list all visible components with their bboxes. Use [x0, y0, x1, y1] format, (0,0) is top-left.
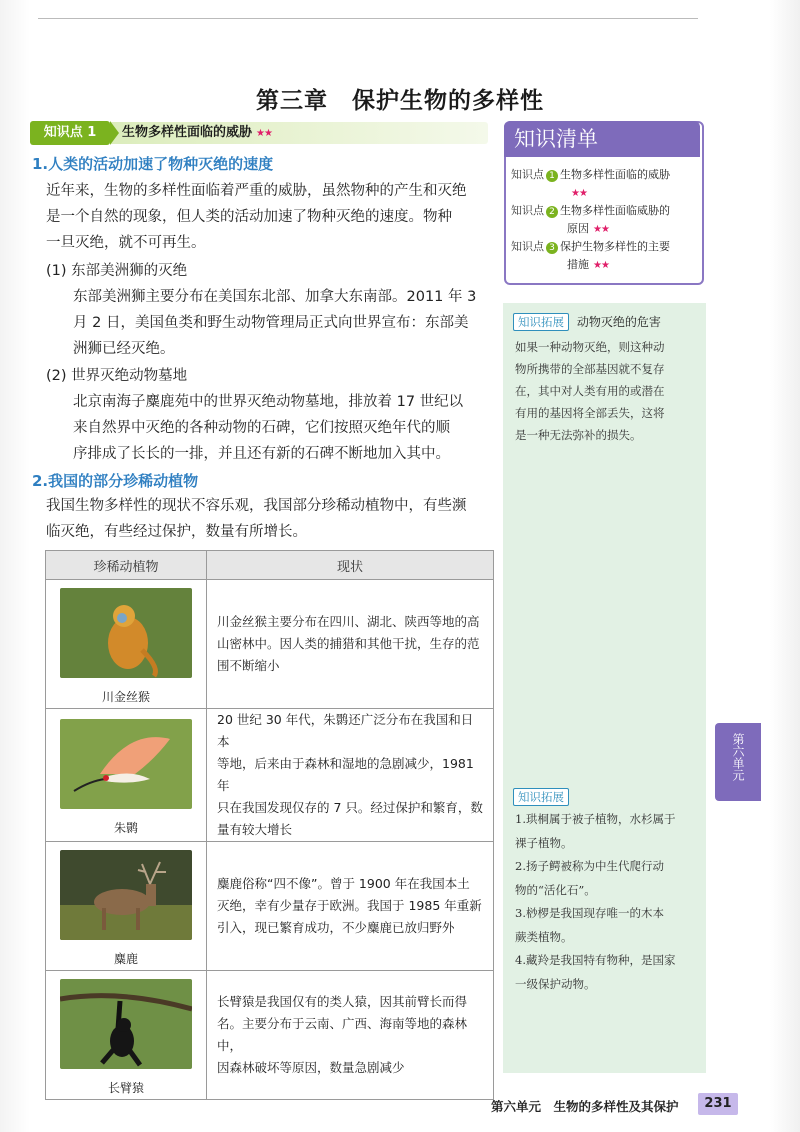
species-status	[207, 971, 494, 1100]
text-line: 在，其中对人类有用的或潜在	[515, 384, 665, 398]
species-name: 朱鹮	[113, 820, 138, 835]
species-name: 川金丝猴	[101, 689, 150, 704]
knowledge-list-title: 知识清单	[504, 121, 700, 157]
difficulty-stars-icon: ★★	[593, 260, 609, 271]
text-line: 裸子植物。	[515, 835, 573, 850]
golden-monkey-photo	[60, 588, 192, 678]
table-header-row	[46, 551, 494, 580]
knowledge-list-item	[511, 166, 670, 203]
table-header-species: 珍稀动植物	[46, 551, 207, 580]
text-line: 蕨类植物。	[515, 929, 573, 944]
table-row	[46, 971, 494, 1100]
text-line: 围不断缩小	[217, 658, 280, 673]
text-line: 川金丝猴主要分布在四川、湖北、陕西等地的高	[217, 614, 480, 629]
section1-heading: 1.人类的活动加速了物种灭绝的速度	[32, 155, 274, 173]
text-line: 灭绝，幸有少量存于欧洲。我国于 1985 年重新	[217, 898, 482, 913]
text-line: 1.珙桐属于被子植物，水杉属于	[515, 812, 676, 826]
item-prefix: 知识点	[511, 168, 544, 181]
species-name: 麋鹿	[113, 951, 138, 966]
section2-heading: 2.我国的部分珍稀动植物	[32, 472, 199, 490]
section2-intro	[46, 493, 467, 545]
subsection1-text	[73, 284, 476, 362]
subsection2-title: (2) 世界灭绝动物墓地	[46, 368, 188, 384]
item-prefix: 知识点	[511, 204, 544, 217]
item-prefix: 知识点	[511, 240, 544, 253]
text-line: 洲狮已经灭绝。	[73, 341, 175, 357]
species-image-cell	[46, 971, 207, 1100]
item-text-line2: 原因	[567, 222, 589, 235]
item-text-line2: 措施	[567, 258, 589, 271]
extension1-text	[515, 336, 665, 446]
item-text: 生物多样性面临的威胁	[560, 168, 670, 181]
table-row	[46, 842, 494, 971]
number-badge-icon: 2	[546, 206, 558, 218]
chapter-title: 第三章 保护生物的多样性	[256, 88, 544, 114]
knowledge-point-title-text: 生物多样性面临的威胁	[122, 125, 253, 140]
text-line: 长臂猿是我国仅有的类人猿，因其前臂长而得	[217, 994, 468, 1009]
number-badge-icon: 1	[546, 170, 558, 182]
species-image-cell	[46, 580, 207, 709]
species-image-cell	[46, 842, 207, 971]
text-line: 等地，后来由于森林和湿地的急剧减少，1981 年	[217, 756, 474, 793]
species-name: 长臂猿	[107, 1080, 144, 1095]
table-header-status: 现状	[207, 551, 494, 580]
page-footer: 第六单元 生物的多样性及其保护	[491, 1099, 679, 1114]
extension2-header	[513, 786, 569, 806]
text-line: 一旦灭绝，就不可再生。	[46, 235, 206, 251]
subsection2-text	[73, 389, 463, 467]
text-line: 只在我国发现仅存的 7 只。经过保护和繁育，数	[217, 800, 483, 815]
text-line: 临灭绝，有些经过保护，数量有所增长。	[46, 524, 307, 540]
text-line: 有用的基因将全部丢失，这将	[515, 406, 665, 420]
text-line: 物的“活化石”。	[515, 882, 596, 897]
knowledge-point-title	[122, 123, 272, 144]
gibbon-photo	[60, 979, 192, 1069]
text-line: 我国生物多样性的现状不容乐观，我国部分珍稀动植物中，有些濒	[46, 498, 467, 514]
text-line: 2.扬子鳄被称为中生代爬行动	[515, 859, 664, 873]
species-status	[207, 709, 494, 842]
text-line: 山密林中。因人类的捕猎和其他干扰，生存的范	[217, 636, 480, 651]
difficulty-stars-icon: ★★	[571, 188, 587, 199]
species-image-cell	[46, 709, 207, 842]
difficulty-stars-icon: ★★	[256, 128, 272, 139]
species-status	[207, 842, 494, 971]
text-line: 引入，现已繁育成功，不少麋鹿已放归野外	[217, 920, 455, 935]
text-line: 一级保护动物。	[515, 976, 596, 991]
knowledge-point-tag: 知识点 1	[30, 121, 110, 145]
text-line: 4.藏羚是我国特有物种，是国家	[515, 953, 676, 967]
unit-side-tab-label: 第六单元	[731, 733, 745, 781]
text-line: 量有较大增长	[217, 822, 293, 837]
species-status	[207, 580, 494, 709]
knowledge-list-item	[511, 238, 670, 275]
item-text: 保护生物多样性的主要	[560, 240, 670, 253]
text-line: 因森林破坏等原因，数量急剧减少	[217, 1060, 405, 1075]
text-line: 20 世纪 30 年代，朱鹮还广泛分布在我国和日本	[217, 712, 474, 749]
knowledge-list-item	[511, 202, 670, 239]
extension1-header	[513, 313, 661, 331]
text-line: 序排成了长长的一排，并且还有新的石碑不断地加入其中。	[73, 446, 450, 462]
text-line: 是一个自然的现象，但人类的活动加速了物种灭绝的速度。物种	[46, 209, 452, 225]
extension2-text	[515, 808, 675, 996]
rare-species-table	[45, 550, 494, 1100]
unit-side-tab	[715, 723, 761, 801]
section1-intro	[46, 178, 467, 256]
table-row	[46, 580, 494, 709]
subsection1-title: (1) 东部美洲狮的灭绝	[46, 263, 188, 279]
text-line: 近年来，生物的多样性面临着严重的威胁，虽然物种的产生和灭绝	[46, 183, 467, 199]
page-number: 231	[698, 1093, 738, 1115]
text-line: 东部美洲狮主要分布在美国东北部、加拿大东南部。2011 年 3	[73, 289, 477, 305]
text-line: 麋鹿俗称“四不像”。曾于 1900 年在我国本土	[217, 876, 470, 891]
top-rule	[38, 18, 698, 19]
pere-davids-deer-photo	[60, 850, 192, 940]
item-text: 生物多样性面临威胁的	[560, 204, 670, 217]
crested-ibis-photo	[60, 719, 192, 809]
text-line: 北京南海子麋鹿苑中的世界灭绝动物墓地，排放着 17 世纪以	[73, 394, 464, 410]
extension-tag: 知识拓展	[513, 313, 569, 331]
text-line: 3.桫椤是我国现存唯一的木本	[515, 906, 664, 920]
text-line: 物所携带的全部基因就不复存	[515, 362, 665, 376]
table-row	[46, 709, 494, 842]
number-badge-icon: 3	[546, 242, 558, 254]
text-line: 是一种无法弥补的损失。	[515, 428, 642, 442]
text-line: 如果一种动物灭绝，则这种动	[515, 340, 665, 354]
difficulty-stars-icon: ★★	[593, 224, 609, 235]
text-line: 名。主要分布于云南、广西、海南等地的森林中，	[217, 1016, 468, 1053]
text-line: 月 2 日，美国鱼类和野生动物管理局正式向世界宣布：东部美	[73, 315, 469, 331]
extension-title: 动物灭绝的危害	[576, 315, 661, 329]
text-line: 来自然界中灭绝的各种动物的石碑，它们按照灭绝年代的顺	[73, 420, 450, 436]
extension-tag: 知识拓展	[513, 788, 569, 806]
